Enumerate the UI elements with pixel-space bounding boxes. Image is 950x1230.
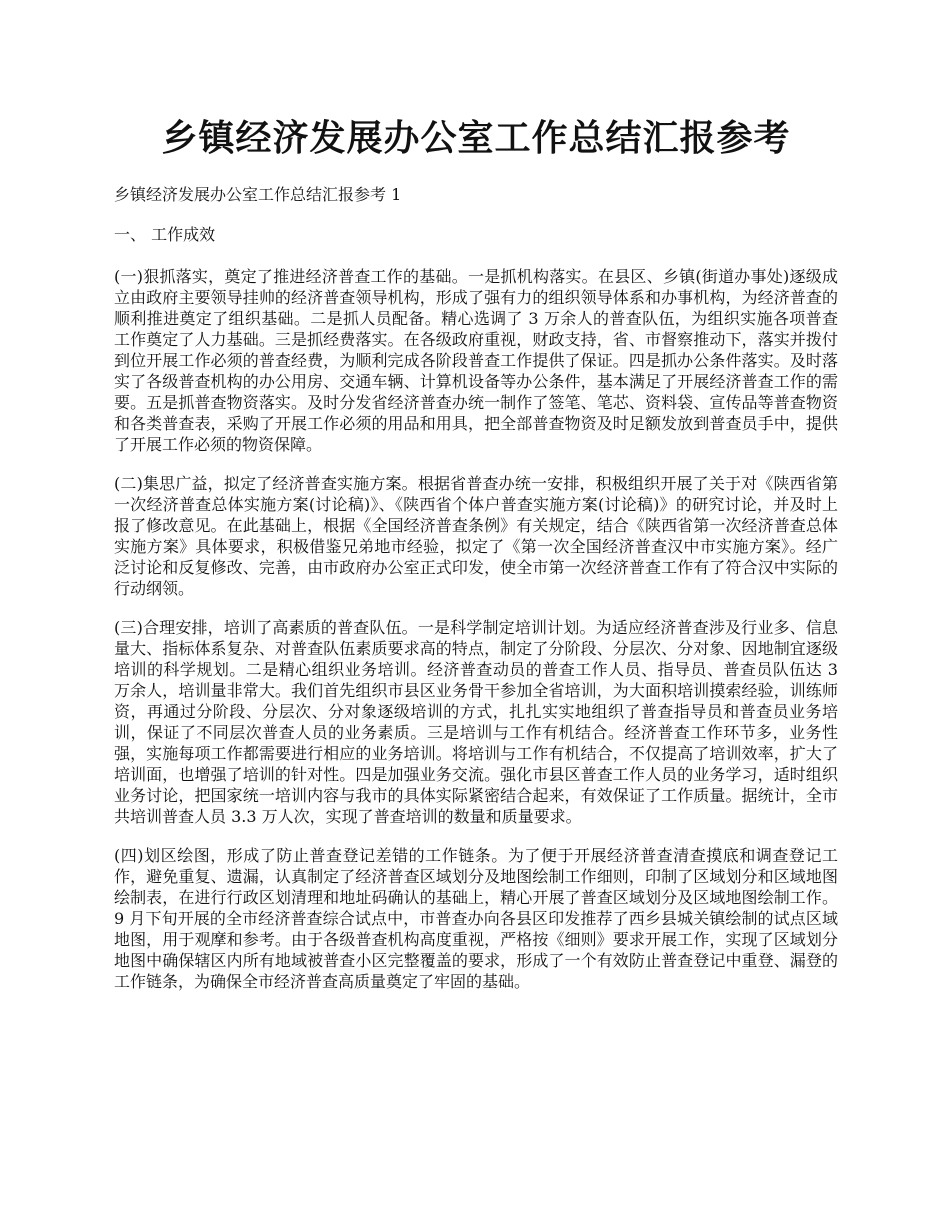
paragraph-2: (二)集思广益，拟定了经济普查实施方案。根据省普查办统一安排，积极组织开展了关于对《陕西省第一次经济普查总体实施方案(讨论稿)》、《陕西省个体户普查实施方案(讨论稿)》的研究讨论，并及时上报了修改意见。在此基础上，根据《全国经济普查条例》有关规定，结合《陕西省第一次经济普查总体实施方案》具体要求，积极借鉴兄弟地市经验，拟定了《第一次全国经济普查汉中市实施方案》。经广泛讨论和反复修改、完善，由市政府办公室正式印发，使全市第一次经济普查工作有了符合汉中实际的行动纲领。 <box>114 474 838 598</box>
section-heading: 一、 工作成效 <box>114 225 216 244</box>
document-title: 乡镇经济发展办公室工作总结汇报参考 <box>161 117 791 159</box>
document-page <box>114 0 838 992</box>
paragraph-1: (一)狠抓落实，奠定了推进经济普查工作的基础。一是抓机构落实。在县区、乡镇(街道办事处)逐级成立由政府主要领导挂帅的经济普查领导机构，形成了强有力的组织领导体系和办事机构，为经济普查的顺利推进奠定了组织基础。二是抓人员配备。精心选调了 3 万余人的普查队伍，为组织实施各项普查工作奠定了人力基础。三是抓经费落实。在各级政府重视，财政支持，省、市督察推动下，落实并拨付到位开展工作必须的普查经费，为顺利完成各阶段普查工作提供了保证。四是抓办公条件落实。及时落实了各级普查机构的办公用房、交通车辆、计算机设备等办公条件，基本满足了开展经济普查工作的需要。五是抓普查物资落实。及时分发省经济普查办统一制作了签笔、笔芯、资料袋、宣传品等普查物资和各类普查表，采购了开展工作必须的用品和用具，把全部普查物资及时足额发放到普查员手中，提供了开展工作必须的物资保障。 <box>114 267 838 454</box>
paragraph-3: (三)合理安排，培训了高素质的普查队伍。一是科学制定培训计划。为适应经济普查涉及行业多、信息量大、指标体系复杂、对普查队伍素质要求高的特点，制定了分阶段、分层次、分对象、因地制宜逐级培训的科学规划。二是精心组织业务培训。经济普查动员的普查工作人员、指导员、普查员队伍达 3 万余人，培训量非常大。我们首先组织市县区业务骨干参加全省培训，为大面积培训摸索经验，训练师资，再通过分阶段、分层次、分对象逐级培训的方式，扎扎实实地组织了普查指导员和普查员业务培训，保证了不同层次普查人员的业务素质。三是培训与工作有机结合。经济普查工作环节多，业务性强，实施每项工作都需要进行相应的业务培训。将培训与工作有机结合，不仅提高了培训效率，扩大了培训面，也增强了培训的针对性。四是加强业务交流。强化市县区普查工作人员的业务学习，适时组织业务讨论，把国家统一培训内容与我市的具体实际紧密结合起来，有效保证了工作质量。据统计，全市共培训普查人员 3.3 万人次，实现了普查培训的数量和质量要求。 <box>114 618 838 826</box>
paragraph-4: (四)划区绘图，形成了防止普查登记差错的工作链条。为了便于开展经济普查清查摸底和调查登记工作，避免重复、遗漏，认真制定了经济普查区域划分及地图绘制工作细则，印制了区域划分和区域地图绘制表，在进行行政区划清理和地址码确认的基础上，精心开展了普查区域划分及区域地图绘制工作。9 月下旬开展的全市经济普查综合试点中，市普查办向各县区印发推荐了西乡县城关镇绘制的试点区域地图，用于观摩和参考。由于各级普查机构高度重视，严格按《细则》要求开展工作，实现了区域划分地图中确保辖区内所有地域被普查小区完整覆盖的要求，形成了一个有效防止普查登记中重登、漏登的工作链条，为确保全市经济普查高质量奠定了牢固的基础。 <box>114 846 838 991</box>
document-subtitle: 乡镇经济发展办公室工作总结汇报参考 1 <box>114 185 402 204</box>
